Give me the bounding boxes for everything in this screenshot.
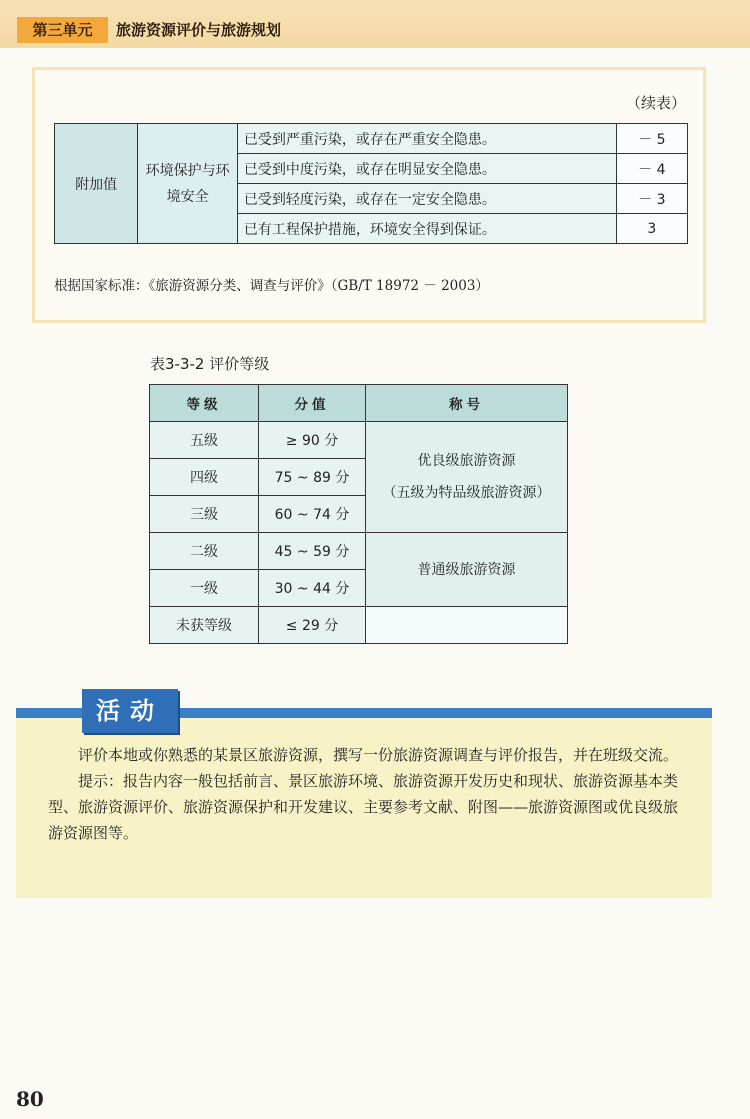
score-cell: 45 ~ 59 分: [259, 533, 366, 570]
activity-paragraph: 评价本地或你熟悉的某景区旅游资源，撰写一份旅游资源调查与评价报告，并在班级交流。: [78, 746, 679, 764]
header-title: 称号: [366, 385, 568, 422]
title-empty-cell: [366, 607, 568, 644]
grade-cell: 三级: [150, 496, 259, 533]
grade-table: [149, 384, 568, 644]
score-cell: 3: [616, 214, 687, 244]
score-cell: － 5: [616, 124, 687, 154]
source-note: [54, 274, 489, 294]
table-row: [55, 124, 688, 154]
description-cell: 已有工程保护措施，环境安全得到保证。: [237, 214, 616, 244]
score-cell: ≤ 29 分: [259, 607, 366, 644]
table-row: [150, 533, 568, 570]
grade-cell: 一级: [150, 570, 259, 607]
grade-cell: 四级: [150, 459, 259, 496]
table-row: [150, 422, 568, 459]
source-prefix: 根据国家标准：: [54, 278, 149, 294]
grade-cell: 未获等级: [150, 607, 259, 644]
table-caption: 表3-3-2 评价等级: [150, 355, 270, 373]
source-title: 《旅游资源分类、调查与评价》: [148, 278, 331, 294]
grade-cell: 五级: [150, 422, 259, 459]
title-group-ordinary: 普通级旅游资源: [366, 533, 568, 607]
description-cell: 已受到轻度污染，或存在一定安全隐患。: [237, 184, 616, 214]
score-cell: ≥ 90 分: [259, 422, 366, 459]
score-cell: － 4: [616, 154, 687, 184]
table-header-row: [150, 385, 568, 422]
score-cell: 60 ~ 74 分: [259, 496, 366, 533]
score-cell: － 3: [616, 184, 687, 214]
header-grade: 等级: [150, 385, 259, 422]
unit-title: 旅游资源评价与旅游规划: [116, 21, 282, 39]
continued-label: （续表）: [626, 94, 687, 112]
title-group-excellent: [366, 422, 568, 533]
description-cell: 已受到中度污染，或存在明显安全隐患。: [237, 154, 616, 184]
score-cell: 75 ~ 89 分: [259, 459, 366, 496]
unit-tag: 第三单元: [17, 17, 108, 43]
table-row: [150, 607, 568, 644]
score-cell: 30 ~ 44 分: [259, 570, 366, 607]
activity-text: [48, 742, 688, 846]
category-cell: 附加值: [55, 124, 138, 244]
description-cell: 已受到严重污染，或存在严重安全隐患。: [237, 124, 616, 154]
page-header: [0, 0, 750, 48]
header-score: 分值: [259, 385, 366, 422]
continued-table: [54, 123, 688, 244]
subcategory-cell: 环境保护与环境安全: [138, 124, 237, 244]
grade-cell: 二级: [150, 533, 259, 570]
page-number: 80: [16, 1087, 44, 1111]
title-group-line: 优良级旅游资源: [417, 453, 516, 469]
activity-paragraph: 提示：报告内容一般包括前言、景区旅游环境、旅游资源开发历史和现状、旅游资源基本类型、旅游资源评价、旅游资源保护和开发建议、主要参考文献、附图——旅游资源图或优良级旅游资源图等。: [48, 772, 679, 842]
title-group-line: （五级为特品级旅游资源）: [382, 485, 551, 501]
source-code: （GB/T 18972 － 2003）: [330, 278, 489, 294]
activity-heading: 活动: [82, 689, 178, 733]
